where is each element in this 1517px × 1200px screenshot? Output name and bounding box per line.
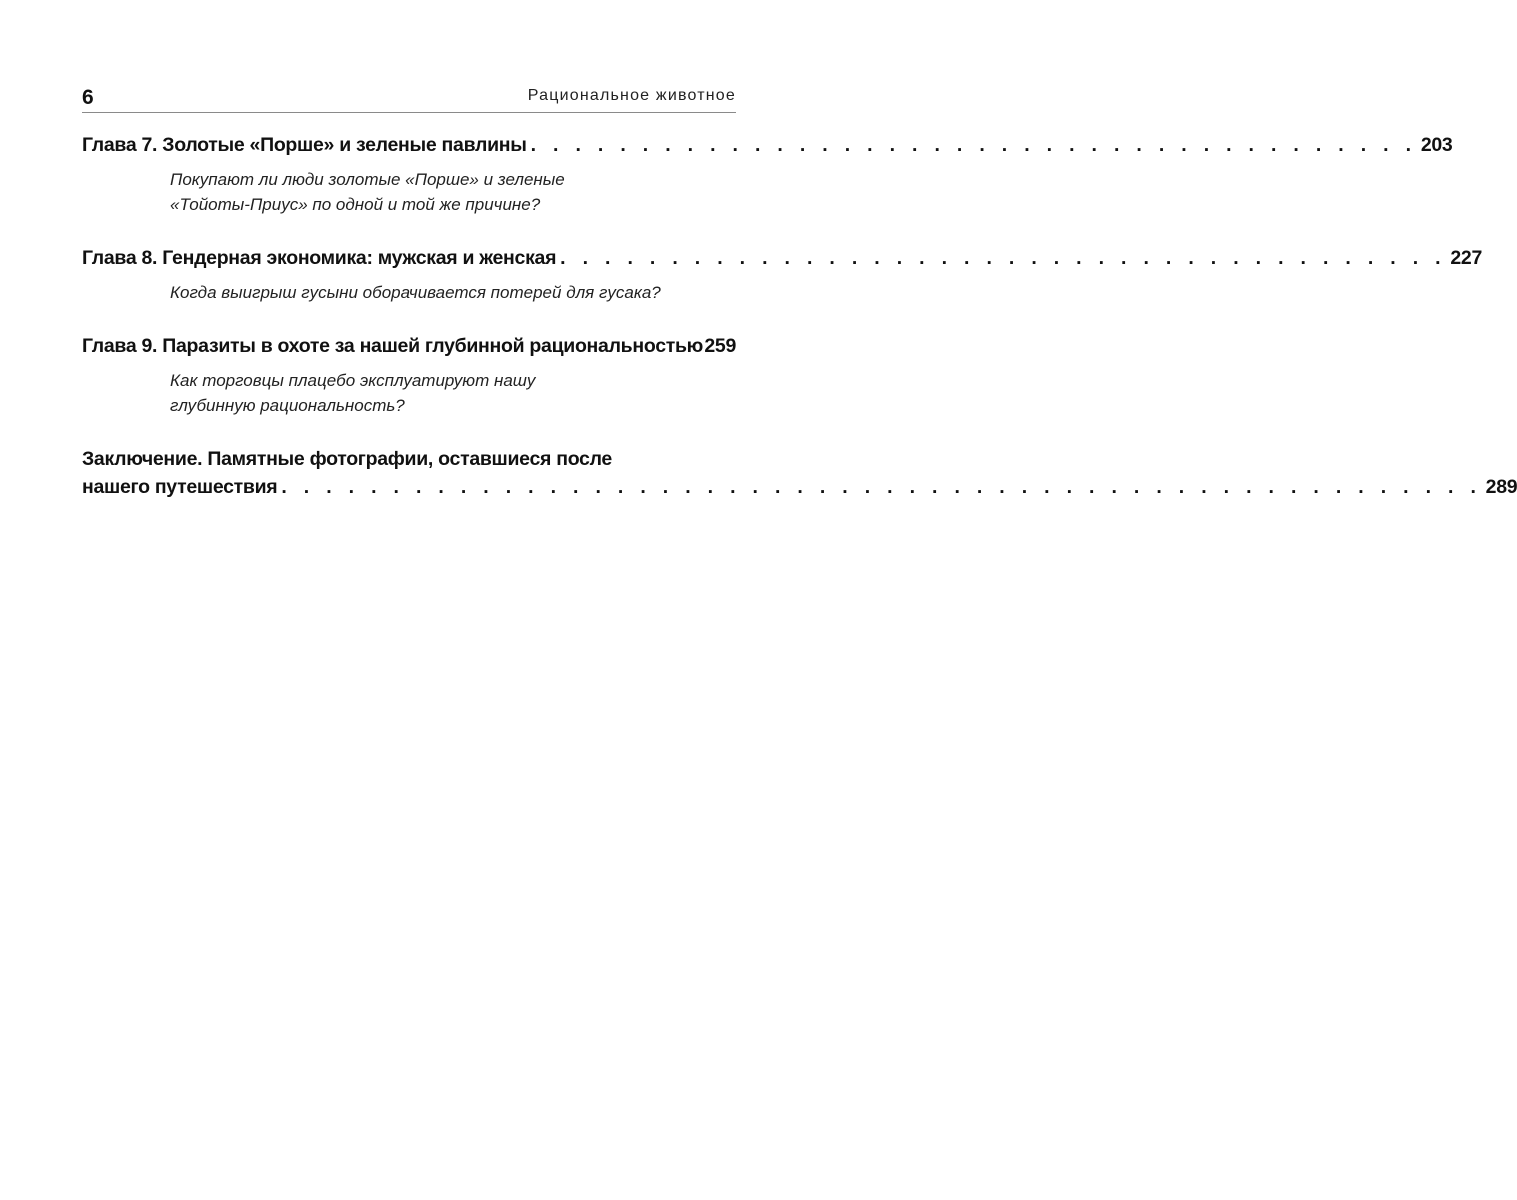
chapter-page-number: 203 <box>1420 134 1453 156</box>
toc-entry-chapter-9 <box>82 332 736 418</box>
toc-entry-line <box>82 473 1517 501</box>
chapter-subtitle <box>170 368 736 418</box>
conclusion-page-number: 289 <box>1485 476 1517 498</box>
subtitle-line: Покупают ли люди золотые «Порше» и зеленые <box>170 170 565 189</box>
toc-entry-chapter-7 <box>82 131 1453 217</box>
dot-leader: . . . . . . . . . . . . . . . . . . . . . . . . . . . . . . . . . . . . . . . . <box>530 134 1417 156</box>
subtitle-line: Как торговцы плацебо эксплуатируют нашу <box>170 371 536 390</box>
subtitle-line: «Тойоты-Приус» по одной и той же причине? <box>170 195 541 214</box>
book-title: Рациональное животное <box>527 87 736 104</box>
chapter-subtitle <box>170 280 736 305</box>
chapter-page-number: 259 <box>704 335 736 357</box>
toc-entry-line <box>82 332 736 360</box>
conclusion-title-line: Заключение. Памятные фотографии, оставшиеся после <box>82 448 612 470</box>
conclusion-title-line: нашего путешествия <box>82 476 278 498</box>
chapter-title: Глава 9. Паразиты в охоте за нашей глубинной рациональностью <box>82 335 704 357</box>
toc-entry-line <box>82 244 1483 272</box>
page-number: 6 <box>82 86 94 109</box>
toc-entry-chapter-8 <box>82 244 1483 305</box>
chapter-title: Глава 7. Золотые «Порше» и зеленые павлины <box>82 134 527 156</box>
chapter-page-number: 227 <box>1450 247 1483 269</box>
dot-leader: . . . . . . . . . . . . . . . . . . . . . . . . . . . . . . . . . . . . . . . . <box>560 247 1447 269</box>
toc-entry-line <box>82 131 1453 159</box>
chapter-subtitle <box>170 167 736 217</box>
running-header <box>82 84 736 113</box>
toc-entry-conclusion <box>82 445 1517 501</box>
subtitle-line: глубинную рациональность? <box>170 396 405 415</box>
dot-leader: . . . . . . . . . . . . . . . . . . . . . . . . . . . . . . . . . . . . . . . . . . . . . . . . . . . . . . <box>281 476 1482 498</box>
table-of-contents <box>82 131 1517 528</box>
subtitle-line: Когда выигрыш гусыни оборачивается потерей для гусака? <box>170 283 661 302</box>
chapter-title: Глава 8. Гендерная экономика: мужская и женская <box>82 247 557 269</box>
